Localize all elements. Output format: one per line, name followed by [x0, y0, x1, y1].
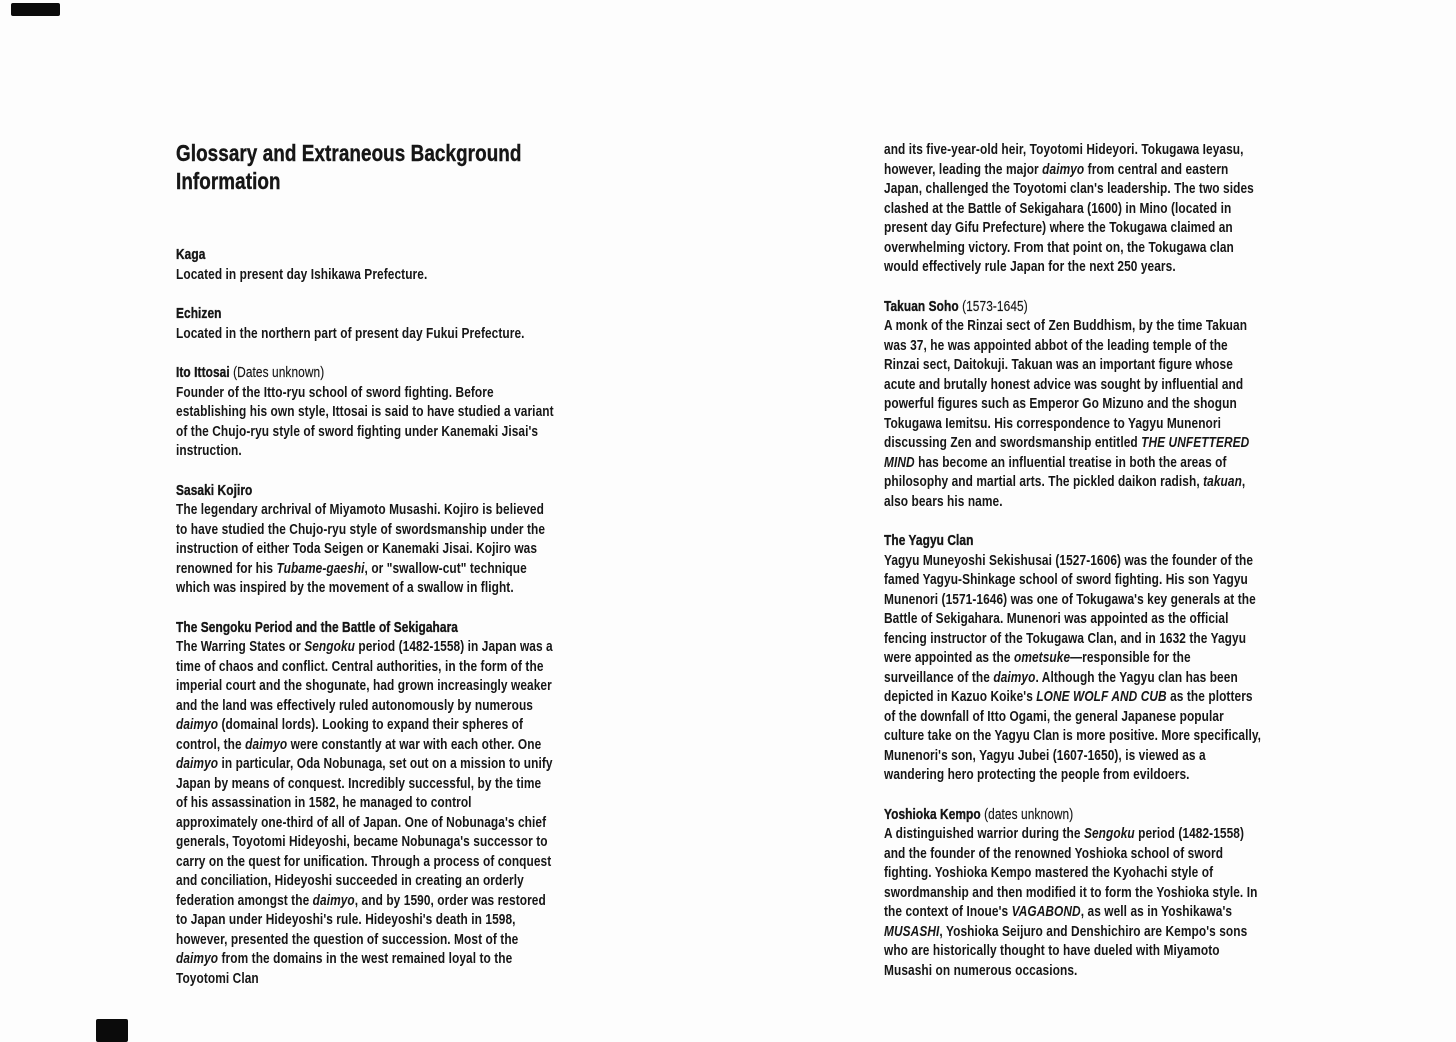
entry-body	[176, 325, 554, 345]
text-run: has become an influential treatise in both the areas of philosophy and martial arts. The pickled daikon radish,	[884, 454, 1227, 490]
text-run: ometsuke	[1013, 650, 1071, 666]
text-run: period (1482-1558) and the founder of the renowned Yoshioka school of sword fighting. Yoshioka Kempo mastered the Kyohachi style of swordmanship and then modified it to form the Yoshioka style. In the context of Inoue's	[884, 826, 1258, 920]
text-run: (1573-1645)	[962, 298, 1028, 315]
text-run: Tubame-gaeshi	[276, 560, 365, 577]
text-run: , Yoshioka Seijuro and Denshichiro are Kempo's sons who are historically thought to have dueled with Miyamoto Musashi on numerous occasions.	[884, 923, 1248, 979]
text-run: Kaga	[176, 247, 206, 263]
text-run: Sengoku	[304, 639, 356, 655]
glossary-entry-yagyu-clan	[884, 532, 1262, 786]
text-run: VAGABOND	[1011, 904, 1081, 920]
text-run: —responsible for the surveillance of the	[884, 650, 1191, 686]
text-run: Located in present day Ishikawa Prefecture.	[176, 266, 428, 283]
text-run: The Yagyu Clan	[884, 533, 974, 549]
text-run: A distinguished warrior during the	[884, 826, 1084, 842]
entry-body	[176, 384, 554, 462]
text-run: Yoshioka Kempo	[884, 806, 985, 823]
text-run: , or "swallow-cut" technique which was inspired by the movement of a swallow in flight.	[176, 560, 527, 596]
text-run: in particular, Oda Nobunaga, set out on a mission to unify Japan by means of conquest. Incredibly successful, by the time of his assassination in 1582, he managed to control approximately one-third of all of Japan. One of Nobunaga's chief generals, Toyotomi Hideyoshi, became Nobunaga's successor to carry on the quest for unification. Through a process of conquest and conciliation, Hideyoshi succeeded in creating an orderly federation amongst the	[176, 756, 553, 909]
text-run: were constantly at war with each other. One	[287, 736, 542, 753]
text-run: Ito Ittosai	[176, 365, 234, 381]
page-title: Glossary and Extraneous Background Information	[176, 140, 522, 194]
text-run: THE UNFETTERED MIND	[884, 435, 1250, 471]
entry-heading	[884, 298, 1262, 318]
glossary-entry-yoshioka-kempo	[884, 806, 1262, 982]
entry-heading	[884, 532, 1262, 552]
scan-artifact-bottom-left	[96, 1019, 128, 1042]
entry-heading	[176, 619, 554, 639]
text-run: from central and eastern Japan, challenged the Toyotomi clan's leadership. The two sides clashed at the Battle of Sekigahara (1600) in Mino (located in present day Gifu Prefecture) where the Tokugawa claimed an overwhelming victory. From that point on, the Tokugawa clan would effectively rule Japan for the next 250 years.	[884, 161, 1254, 275]
entry-body	[176, 638, 554, 989]
text-run: Founder of the Itto-ryu school of sword fighting. Before establishing his own style, Ittosai is said to have studied a variant of the Chujo-ryu style of sword fighting under Kanemaki Jisai's instruction.	[176, 384, 554, 459]
text-run: (Dates unknown)	[233, 365, 325, 381]
text-run: Sasaki Kojiro	[176, 482, 253, 499]
entry-body	[176, 501, 554, 599]
text-run: Takuan Soho	[884, 298, 963, 315]
entry-heading	[176, 246, 554, 266]
glossary-entry-kaga	[176, 246, 554, 285]
text-run: daimyo	[993, 669, 1036, 686]
text-run: daimyo	[176, 951, 219, 967]
text-run: A monk of the Rinzai sect of Zen Buddhism, by the time Takuan was 37, he was appointed abbot of the leading temple of the Rinzai sect, Daitokuji. Takuan was an important figure whose acute and brutally honest advice was sought by influential and powerful figures such as Emperor Go Mizuno and the shogun Tokugawa Iemitsu. His correspondence to Yagyu Munenori discussing Zen and swordsmanship entitled	[884, 318, 1248, 451]
text-run: (domainal lords). Looking to expand their spheres of control, the	[176, 717, 524, 753]
entry-body	[884, 552, 1262, 786]
entry-body	[884, 317, 1262, 512]
text-run: as the plotters of the downfall of Itto Ogami, the general Japanese popular culture take on the Yagyu Clan is more positive. More specifically, Munenori's son, Yagyu Jubei (1607-1650), is viewed as a wandering hero protecting the people from evildoers.	[884, 689, 1262, 783]
glossary-entry-echizen	[176, 305, 554, 344]
text-run: , also bears his name.	[884, 474, 1246, 510]
text-run: (dates unknown)	[984, 806, 1074, 823]
entry-body	[884, 141, 1262, 278]
text-run: takuan	[1203, 474, 1242, 490]
text-run: The Warring States or	[176, 639, 305, 655]
text-run: Sengoku	[1083, 826, 1135, 842]
text-run: LONE WOLF AND CUB	[1036, 689, 1167, 705]
glossary-entry-takuan-soho	[884, 298, 1262, 513]
glossary-entry-ito-ittosai	[176, 364, 554, 462]
text-run: period (1482-1558) in Japan was a time of chaos and conflict. Central authorities, in the form of the imperial court and the shogunate, had grown increasingly weaker and the land was effectively ruled autonomously by numerous	[176, 639, 553, 714]
text-run: daimyo	[176, 756, 219, 772]
text-run: The legendary archrival of Miyamoto Musashi. Kojiro is believed to have studied the Chujo-ryu style of swordsmanship under the instruction of either Toda Seigen or Kanemaki Jisai. Kojiro was renowned for his	[176, 502, 546, 577]
entry-body	[884, 825, 1262, 981]
text-run: daimyo	[245, 736, 288, 753]
scan-artifact-top-left	[11, 3, 60, 16]
glossary-entry-sengoku-period	[176, 619, 554, 990]
text-run: . Although the Yagyu clan has been depicted in Kazuo Koike's	[884, 669, 1238, 705]
text-run: daimyo	[312, 892, 355, 909]
entry-heading	[884, 806, 1262, 826]
text-run: , and by 1590, order was restored to Japan under Hideyoshi's rule. Hideyoshi's death in 1598, however, presented the question of succession. Most of the	[176, 892, 546, 948]
entry-heading	[176, 482, 554, 502]
text-run: MUSASHI	[884, 923, 940, 940]
text-run: Yagyu Muneyoshi Sekishusai (1527-1606) was the founder of the famed Yagyu-Shinkage school of sword fighting. His son Yagyu Munenori (1571-1646) was one of Tokugawa's key generals at the Battle of Sekigahara. Munenori was appointed as the official fencing instructor of the Tokugawa Clan, and in 1632 the Yagyu were appointed as the	[884, 552, 1256, 666]
text-run: Echizen	[176, 306, 222, 322]
text-run: daimyo	[176, 717, 219, 733]
left-page-column	[176, 140, 554, 1009]
text-run: from the domains in the west remained loyal to the Toyotomi Clan	[176, 951, 513, 987]
text-run: and its five-year-old heir, Toyotomi Hideyori. Tokugawa Ieyasu, however, leading the major	[884, 142, 1244, 178]
entry-body	[176, 266, 554, 286]
entry-heading	[176, 364, 554, 384]
right-page-column	[884, 141, 1262, 1001]
glossary-entry-sasaki-kojiro	[176, 482, 554, 599]
text-run: Located in the northern part of present day Fukui Prefecture.	[176, 325, 525, 342]
text-run: The Sengoku Period and the Battle of Sekigahara	[176, 619, 459, 636]
text-run: daimyo	[1042, 161, 1085, 178]
text-run: , as well as in Yoshikawa's	[1080, 904, 1233, 920]
entry-heading	[176, 305, 554, 325]
glossary-entry-sengoku-continuation	[884, 141, 1262, 278]
